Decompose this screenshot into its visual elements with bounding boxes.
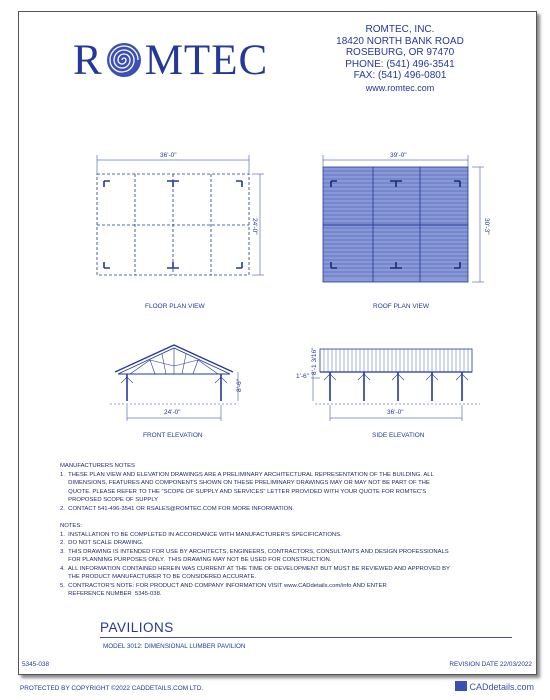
revision-date: REVISION DATE 22/03/2022 [449,661,532,668]
note-line: 2. CONTACT 541-496-3541 OR RSALES@ROMTEC.COM FOR MORE INFORMATION. [60,505,295,512]
roof-width-dim: 39'-0" [390,152,407,159]
company-name: ROMTEC, INC. [365,24,435,35]
note-line: QUOTE. PLEASE REFER TO THE "SCOPE OF SUPPLY AND SERVICES" LETTER PROVIDED WITH YOUR QUOTE FOR ROMTEC'S [60,488,427,495]
drawing-subtitle: MODEL 3012: DIMENSIONAL LUMBER PAVILION [103,643,246,650]
company-phone: PHONE: (541) 496-3541 [345,58,455,70]
note-line: REFERENCE NUMBER 5345-038. [60,591,162,597]
copyright-text: PROTECTED BY COPYRIGHT ©2022 CADDETAILS.COM LTD. [20,685,204,692]
front-height-dim: 8'-6" [236,379,243,392]
company-website[interactable]: www.romtec.com [365,82,435,93]
note-line: PROPOSED SCOPE OF SUPPLY [60,497,159,503]
note-line: 1. INSTALLATION TO BE COMPLETED IN ACCORDANCE WITH MANUFACTURER'S SPECIFICATIONS. [60,531,342,538]
floor-plan-label: FLOOR PLAN VIEW [145,303,205,310]
roof-plan-label: ROOF PLAN VIEW [373,303,429,310]
side-elevation-label: SIDE ELEVATION [372,432,425,439]
romtec-logo: R MTEC [73,37,269,84]
side-height-dim: 8'-1 3/16" [311,347,318,375]
front-width-dim: 24'-0" [164,409,181,416]
note-line: DIMENSIONS, FEATURES AND COMPONENTS SHOWN ON THESE PRELIMINARY DRAWINGS MAY OR MAY NOT BE PART OF THE [60,480,430,486]
roof-plan-drawing [323,155,484,282]
note-line: 1. THESE PLAN VIEW AND ELEVATION DRAWINGS ARE A PRELIMINARY ARCHITECTURAL REPRESENTATION OF THE BUILDING. ALL [60,471,434,478]
side-width-dim: 36'-0" [387,409,404,416]
note-line: 3. THIS DRAWING IS INTENDED FOR USE BY ARCHITECTS, ENGINEERS, CONTRACTORS, CONSULTANTS AND DESIGN PROFESSIONALS [60,548,449,555]
manufacturer-notes [60,462,434,513]
note-line: FOR PLANNING PURPOSES ONLY. THIS DRAWING MAY NOT BE USED FOR CONSTRUCTION. [60,557,332,563]
side-overhang-dim: 1'-6" [296,373,309,380]
notes-heading: NOTES: [60,523,82,529]
reference-number: 5345-038 [22,661,50,668]
floor-depth-dim: 24'-0" [251,218,258,235]
general-notes [60,522,450,599]
caddetails-brand[interactable] [455,681,534,692]
company-address-line2: ROSEBURG, OR 97470 [345,47,455,58]
caddetails-text: CADdetails.com [469,682,534,692]
company-fax: FAX: (541) 496-0801 [353,70,447,81]
note-line: 2. DO NOT SCALE DRAWING. [60,540,144,546]
note-line: 5. CONTRACTOR'S NOTE: FOR PRODUCT AND COMPANY INFORMATION VISIT www.CADdetails.com/info AND ENTER [60,582,387,589]
roof-depth-dim: 30'-3" [483,218,490,235]
front-elevation-label: FRONT ELEVATION [143,432,203,439]
floor-width-dim: 36'-0" [160,152,177,159]
manufacturer-notes-heading: MANUFACTURERS NOTES [60,463,135,469]
floor-plan-drawing [97,155,264,275]
caddetails-logo-icon [455,681,467,691]
title-underline [100,637,512,638]
note-line: 4. ALL INFORMATION CONTAINED HEREIN WAS CURRENT AT THE TIME OF DEVELOPMENT BUT MUST BE REVIEWED AND APPROVED BY [60,565,450,572]
company-address-line1: 18420 NORTH BANK ROAD [336,35,464,47]
note-line: THE PRODUCT MANUFACTURER TO BE CONSIDERED ACCURATE. [60,574,257,580]
drawing-title: PAVILIONS [100,620,174,635]
